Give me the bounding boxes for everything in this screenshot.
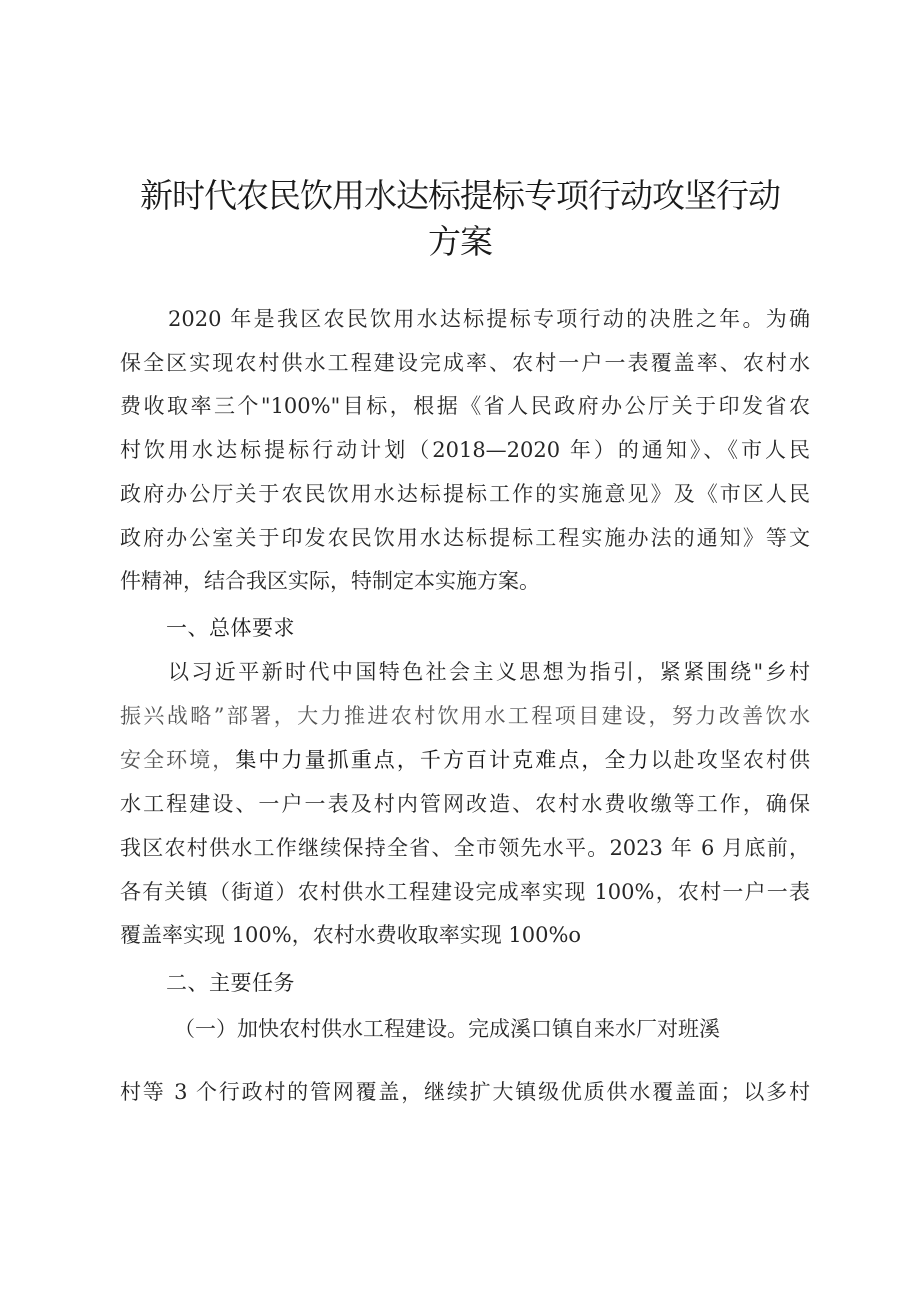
section-2-heading: 二、主要任务	[166, 971, 295, 995]
section-1-line-5: 我区农村供水工作继续保持全省、全市领先水平。2023 年 6 月底前，	[120, 836, 810, 860]
intro-line-2: 保全区实现农村供水工程建设完成率、农村一户一表覆盖率、农村水	[120, 351, 810, 375]
section-1-line-2: 振兴战略”部署，大力推进农村饮用水工程项目建设，努力改善饮水	[120, 704, 810, 728]
section-1-heading: 一、总体要求	[166, 616, 295, 640]
section-1-line-7: 覆盖率实现 100%，农村水费收取率实现 100%o	[120, 923, 582, 947]
intro-line-4: 村饮用水达标提标行动计划（2018—2020 年）的通知》、《市人民	[120, 438, 810, 462]
section-2-line-1: （一）加快农村供水工程建设。完成溪口镇自来水厂对班溪	[174, 1017, 720, 1041]
section-2-line-2: 村等 3 个行政村的管网覆盖，继续扩大镇级优质供水覆盖面；以多村	[120, 1080, 810, 1104]
intro-line-5: 政府办公厅关于农民饮用水达标提标工作的实施意见》及《市区人民	[120, 482, 810, 506]
section-1-line-3	[120, 745, 810, 775]
section-1-line-3-end: 以赴攻坚农村供	[650, 748, 811, 772]
intro-line-7: 件精神，结合我区实际，特制定本实施方案。	[120, 569, 540, 593]
intro-line-1: 2020 年是我区农民饮用水达标提标专项行动的决胜之年。为确	[168, 307, 810, 331]
document-title-line-1: 新时代农民饮用水达标提标专项行动攻坚行动	[140, 176, 780, 215]
section-1-line-1: 以习近平新时代中国特色社会主义思想为指引，紧紧围绕"乡村	[168, 660, 810, 684]
section-1-line-3-start: 安全环境，	[120, 748, 236, 772]
intro-line-3: 费收取率三个"100%"目标，根据《省人民政府办公厅关于印发省农	[120, 394, 810, 418]
document-title-line-2: 方案	[428, 222, 492, 261]
section-1-line-6: 各有关镇（街道）农村供水工程建设完成率实现 100%，农村一户一表	[120, 880, 810, 904]
section-1-line-4: 水工程建设、一户一表及村内管网改造、农村水费收缴等工作，确保	[120, 792, 810, 816]
intro-line-6: 政府办公室关于印发农民饮用水达标提标工程实施办法的通知》等文	[120, 526, 810, 550]
section-1-line-3-emphasis: 集中力量抓重点，千方百计克难点，全力	[235, 748, 651, 772]
